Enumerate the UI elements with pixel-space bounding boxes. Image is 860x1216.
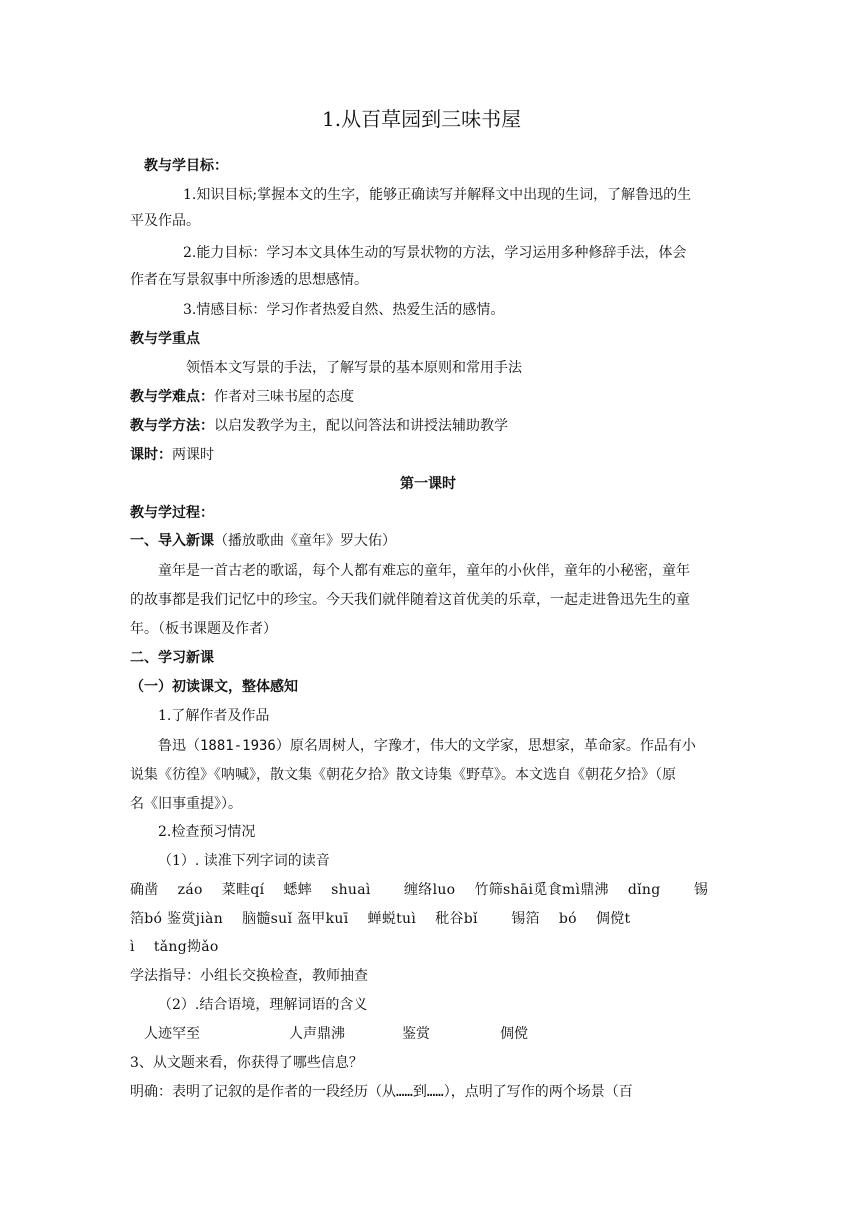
vocab-word-1: 人迹罕至 bbox=[144, 1026, 200, 1042]
question-2: （2）.结合语境，理解词语的含义 bbox=[158, 997, 368, 1013]
method-label: 教与学方法： bbox=[130, 418, 214, 434]
hours-label: 课时： bbox=[130, 447, 172, 463]
pinyin-line-1: 确凿 záo 菜畦qí 蟋蟀 shuaì 缠络luo 竹筛shāi觅食mì鼎沸 dǐng 锡 bbox=[130, 882, 709, 898]
method-line bbox=[130, 416, 508, 436]
study-heading: 二、学习新课 bbox=[130, 650, 214, 666]
goal-2-line-b: 作者在写景叙事中所渗透的思想感情。 bbox=[130, 272, 368, 288]
item-1: 1.了解作者及作品 bbox=[158, 708, 270, 724]
intro-heading: 一、导入新课 bbox=[130, 533, 214, 549]
difficulty-line bbox=[130, 387, 354, 407]
answer-line: 明确：表明了记叙的是作者的一段经历（从……到……），点明了写作的两个场景（百 bbox=[130, 1084, 633, 1100]
key-heading: 教与学重点 bbox=[130, 331, 200, 347]
study-guide: 学法指导：小组长交换检查，教师抽查 bbox=[130, 968, 368, 984]
goals-heading: 教与学目标： bbox=[144, 158, 228, 174]
pinyin-line-2: 箔bó 鉴赏jiàn 脑髓suǐ 盔甲kuī 蝉蜕tuì 秕谷bǐ 锡箔 bó 倜傥t bbox=[130, 911, 631, 927]
intro-paragraph-line-3: 年。（板书课题及作者） bbox=[130, 621, 277, 637]
hours-line bbox=[130, 445, 214, 465]
vocab-word-4: 倜傥 bbox=[500, 1026, 528, 1042]
goal-2-line-a: 2.能力目标：学习本文具体生动的写景状物的方法，学习运用多种修辞手法，体会 bbox=[183, 245, 687, 261]
lesson-1-heading: 第一课时 bbox=[400, 476, 456, 492]
vocab-word-2: 人声鼎沸 bbox=[289, 1026, 345, 1042]
page-title: 1.从百草园到三味书屋 bbox=[322, 107, 522, 131]
luxun-line-2: 说集《彷徨》《呐喊》，散文集《朝花夕拾》散文诗集《野草》。本文选自《朝花夕拾》（原 bbox=[130, 767, 676, 783]
difficulty-text: 作者对三味书屋的态度 bbox=[214, 389, 354, 405]
pinyin-line-3: ì tǎng拗ǎo bbox=[130, 939, 219, 955]
hours-text: 两课时 bbox=[172, 447, 214, 463]
item-2: 2.检查预习情况 bbox=[158, 824, 256, 840]
goal-3: 3.情感目标：学习作者热爱自然、热爱生活的感情。 bbox=[183, 302, 505, 318]
vocab-word-3: 鉴赏 bbox=[402, 1026, 430, 1042]
goal-1-line-a: 1.知识目标;掌握本文的生字，能够正确读写并解释文中出现的生词，了解鲁迅的生 bbox=[183, 187, 692, 203]
question-3: 3、从文题来看，你获得了哪些信息？ bbox=[130, 1055, 363, 1071]
method-text: 以启发教学为主，配以问答法和讲授法辅助教学 bbox=[214, 418, 508, 434]
intro-note: （播放歌曲《童年》罗大佑） bbox=[214, 533, 396, 549]
study-sub-1: （一）初读课文，整体感知 bbox=[130, 679, 298, 695]
difficulty-label: 教与学难点： bbox=[130, 389, 214, 405]
luxun-line-1: 鲁迅（1881-1936）原名周树人，字豫才，伟大的文学家，思想家，革命家。作品有小 bbox=[158, 738, 696, 754]
goal-1-line-b: 平及作品。 bbox=[130, 213, 200, 229]
intro-paragraph-line-1: 童年是一首古老的歌谣，每个人都有难忘的童年，童年的小伙伴，童年的小秘密，童年 bbox=[158, 563, 690, 579]
process-heading: 教与学过程： bbox=[130, 505, 214, 521]
intro-line bbox=[130, 531, 396, 551]
key-text: 领悟本文写景的手法，了解写景的基本原则和常用手法 bbox=[186, 360, 522, 376]
question-1: （1）. 读准下列字词的读音 bbox=[158, 853, 330, 869]
luxun-line-3: 名《旧事重提》）。 bbox=[130, 796, 242, 812]
intro-paragraph-line-2: 的故事都是我们记忆中的珍宝。今天我们就伴随着这首优美的乐章，一起走进鲁迅先生的童 bbox=[130, 592, 690, 608]
